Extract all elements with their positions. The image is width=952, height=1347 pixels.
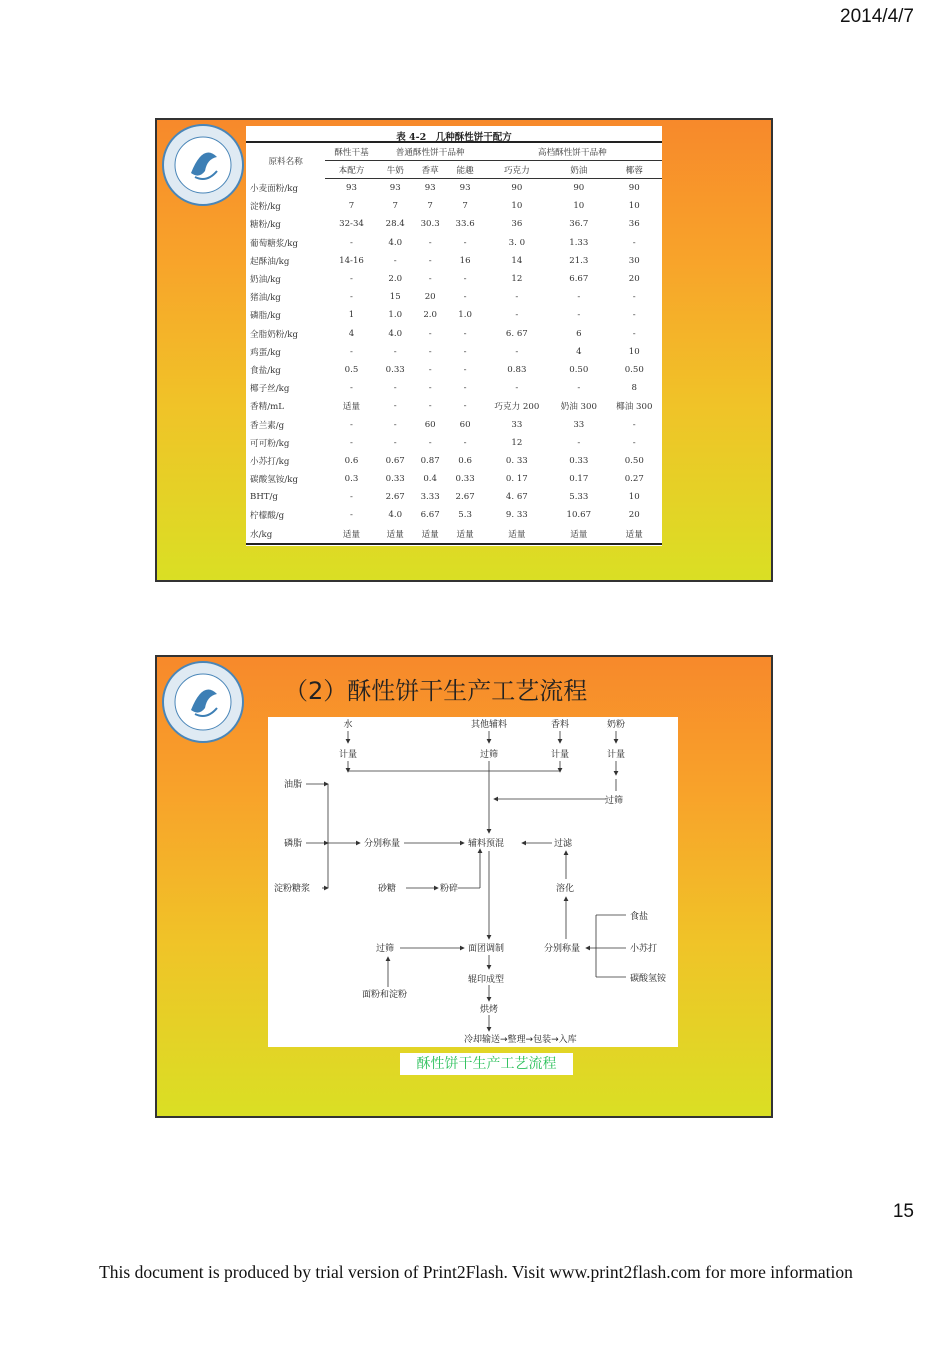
table-cell: 90 xyxy=(511,183,523,194)
row-material-name: 起酥油/kg xyxy=(250,256,290,267)
table-cell: 2.67 xyxy=(455,492,475,503)
flow-dough-mix: 面团调制 xyxy=(468,944,505,954)
table-cell: 20 xyxy=(628,510,640,521)
table-cell: - xyxy=(350,510,353,521)
row-material-name: 磷脂/kg xyxy=(250,311,281,322)
flow-weigh-separate-1: 分别称量 xyxy=(364,839,401,849)
flow-sieve-milk: 过筛 xyxy=(605,796,624,806)
table-cell: 36 xyxy=(511,219,523,230)
row-material-name: 椰子丝/kg xyxy=(250,384,290,395)
table-cell: - xyxy=(350,237,353,248)
row-material-name: 淀粉/kg xyxy=(250,202,281,213)
table-row xyxy=(246,434,662,452)
table-cell: - xyxy=(393,346,397,357)
table-cell: - xyxy=(577,383,581,394)
table-cell: 4. 67 xyxy=(505,492,528,503)
header-col-chocolate: 巧克力 xyxy=(483,161,552,179)
row-material-name: 碳酸氢铵/kg xyxy=(250,475,298,486)
table-cell: 6. 67 xyxy=(505,328,528,339)
table-cell: 0.6 xyxy=(344,455,359,466)
row-material-name: 全脂奶粉/kg xyxy=(250,329,298,340)
table-cell: 0.4 xyxy=(423,474,437,485)
flow-lecithin: 磷脂 xyxy=(284,839,303,849)
table-row xyxy=(246,252,662,270)
flow-weigh-water: 计量 xyxy=(338,750,358,760)
header-col-butter: 奶油 xyxy=(551,161,606,179)
table-cell: 5.3 xyxy=(458,510,472,521)
table-cell: - xyxy=(463,364,467,375)
table-cell: 9. 33 xyxy=(505,510,528,521)
table-cell: 0.3 xyxy=(344,474,359,485)
header-base-sub: 本配方 xyxy=(325,161,377,179)
table-cell: 30.3 xyxy=(420,219,440,230)
table-cell: 60 xyxy=(424,419,436,430)
table-cell: 93 xyxy=(389,183,401,194)
table-cell: 90 xyxy=(573,183,585,194)
table-cell: - xyxy=(463,437,467,448)
flowchart-caption: 酥性饼干生产工艺流程 xyxy=(400,1053,573,1075)
flow-starch-syrup: 淀粉糖浆 xyxy=(274,884,311,894)
table-cell: 14 xyxy=(511,255,523,266)
flow-water: 水 xyxy=(343,720,353,730)
table-cell: 0.33 xyxy=(385,364,405,375)
table-cell: - xyxy=(350,383,353,394)
flow-other-aux: 其他辅料 xyxy=(470,720,508,730)
table-cell: 21.3 xyxy=(569,255,589,266)
slide-recipe-table xyxy=(155,118,773,582)
table-cell: 10 xyxy=(511,201,523,212)
table-cell: 8 xyxy=(631,383,637,394)
table-cell: 0.83 xyxy=(507,364,527,375)
table-cell: 10 xyxy=(573,201,585,212)
table-cell: 32-34 xyxy=(339,219,364,230)
table-cell: - xyxy=(428,383,432,394)
table-row xyxy=(246,306,662,324)
table-cell: 0.33 xyxy=(385,474,405,485)
table-cell: 10 xyxy=(628,492,640,503)
table-cell: - xyxy=(350,419,353,430)
table-cell: - xyxy=(350,492,353,503)
table-cell: 5.33 xyxy=(569,492,589,503)
table-row xyxy=(246,397,662,415)
header-col-milk: 牛奶 xyxy=(378,161,413,179)
row-material-name: 柠檬酸/g xyxy=(250,511,285,522)
table-row xyxy=(246,452,662,470)
flow-flour-starch: 面粉和淀粉 xyxy=(362,990,408,1000)
row-material-name: 猪油/kg xyxy=(250,293,281,304)
table-cell: 12 xyxy=(511,437,523,448)
flow-final-chain: 冷却输送→整理→包装→入库 xyxy=(464,1035,577,1045)
table-cell: 1.33 xyxy=(569,237,589,248)
table-cell: - xyxy=(632,292,636,303)
table-cell: - xyxy=(428,255,432,266)
table-cell: 93 xyxy=(346,183,357,194)
table-cell: 93 xyxy=(424,183,436,194)
table-row xyxy=(246,415,662,433)
trial-footer-notice: This document is produced by trial version of Print2Flash. Visit www.print2flash.com for more information xyxy=(99,1262,853,1282)
table-cell: 10.67 xyxy=(566,510,592,521)
table-cell: 适量 xyxy=(342,529,361,540)
table-cell: 33 xyxy=(511,419,523,430)
table-row xyxy=(246,379,662,397)
table-cell: 7 xyxy=(392,201,398,212)
flow-sieve-aux: 过筛 xyxy=(479,750,499,760)
header-normal-group: 普通酥性饼干品种 xyxy=(378,142,483,161)
table-cell: 1.0 xyxy=(458,310,472,321)
recipe-table-body xyxy=(246,179,662,544)
table-cell: - xyxy=(428,401,432,412)
table-cell: - xyxy=(350,292,353,303)
flow-salt: 食盐 xyxy=(630,912,649,922)
table-cell: 1.0 xyxy=(388,310,403,321)
flow-weigh-milk: 计量 xyxy=(606,750,626,760)
table-cell: - xyxy=(577,310,581,321)
table-cell: 0.50 xyxy=(624,364,644,375)
table-cell: - xyxy=(515,383,519,394)
table-cell: 6.67 xyxy=(420,510,440,521)
table-cell: 0. 33 xyxy=(505,455,528,466)
table-row xyxy=(246,325,662,343)
table-row xyxy=(246,270,662,288)
table-cell: 适量 xyxy=(386,529,404,540)
table-cell: 4 xyxy=(348,328,355,339)
row-material-name: 水/kg xyxy=(250,529,273,540)
table-cell: 奶油 300 xyxy=(560,402,597,413)
table-cell: 0.27 xyxy=(624,474,644,485)
table-cell: - xyxy=(428,437,432,448)
table-cell: 4.0 xyxy=(388,328,403,339)
table-cell: - xyxy=(428,364,432,375)
table-cell: 适量 xyxy=(421,529,439,540)
table-cell: - xyxy=(577,292,581,303)
row-material-name: 葡萄糖浆/kg xyxy=(250,238,298,249)
header-col-coconut: 椰蓉 xyxy=(607,161,662,179)
table-cell: - xyxy=(350,437,353,448)
row-material-name: 糖粉/kg xyxy=(250,220,281,231)
flow-sieve-flour: 过筛 xyxy=(376,944,395,954)
table-cell: 3. 0 xyxy=(508,237,526,248)
table-cell: 0.6 xyxy=(458,455,472,466)
table-cell: - xyxy=(632,419,636,430)
table-row xyxy=(246,288,662,306)
table-row xyxy=(246,215,662,233)
page-number: 15 xyxy=(892,1201,914,1222)
recipe-table xyxy=(246,141,662,545)
table-cell: - xyxy=(515,292,519,303)
recipe-table-panel xyxy=(246,126,662,546)
row-material-name: BHT/g xyxy=(250,492,278,503)
table-cell: 0.5 xyxy=(344,364,359,375)
table-cell: 20 xyxy=(424,292,436,303)
table-cell: 0.67 xyxy=(385,455,405,466)
table-cell: 适量 xyxy=(456,529,474,540)
table-cell: 16 xyxy=(459,255,471,266)
table-cell: 93 xyxy=(459,183,471,194)
table-cell: - xyxy=(463,401,467,412)
university-logo-icon xyxy=(161,660,245,744)
flowchart-diagram xyxy=(268,717,678,1047)
table-cell: 4.0 xyxy=(388,510,403,521)
table-cell: 36.7 xyxy=(569,219,589,230)
table-cell: - xyxy=(428,346,432,357)
table-cell: - xyxy=(463,292,467,303)
flow-ammonium: 碳酸氢铵 xyxy=(630,974,667,984)
table-cell: 0.17 xyxy=(569,474,589,485)
row-material-name: 鸡蛋/kg xyxy=(250,347,281,358)
table-cell: 2.0 xyxy=(423,310,437,321)
table-cell: 60 xyxy=(459,419,471,430)
row-material-name: 奶油/kg xyxy=(250,275,281,286)
table-row xyxy=(246,343,662,361)
table-cell: - xyxy=(350,346,353,357)
flow-dissolve: 溶化 xyxy=(556,884,575,894)
table-cell: - xyxy=(632,328,636,339)
flow-sugar: 砂糖 xyxy=(378,884,397,894)
flow-baking: 烘烤 xyxy=(479,1005,499,1015)
table-cell: 12 xyxy=(511,274,523,285)
table-cell: 椰油 300 xyxy=(616,402,653,413)
flow-baking-soda: 小苏打 xyxy=(630,944,658,954)
header-base-group: 酥性干基 xyxy=(325,142,377,161)
flow-flavor: 香料 xyxy=(550,720,570,730)
flow-milk-powder: 奶粉 xyxy=(606,720,626,730)
flow-weigh-separate-2: 分别称量 xyxy=(544,944,581,954)
table-cell: - xyxy=(428,328,432,339)
table-row xyxy=(246,361,662,379)
table-cell: - xyxy=(463,383,467,394)
table-cell: 适量 xyxy=(625,529,643,540)
row-material-name: 食盐/kg xyxy=(250,365,281,376)
table-cell: - xyxy=(428,274,432,285)
table-cell: 20 xyxy=(628,274,640,285)
table-cell: 巧克力 200 xyxy=(494,402,540,413)
header-col-vanilla: 香草 xyxy=(413,161,448,179)
table-cell: - xyxy=(463,328,467,339)
table-cell: - xyxy=(393,419,397,430)
table-cell: - xyxy=(632,437,636,448)
table-row xyxy=(246,470,662,488)
table-row xyxy=(246,488,662,506)
row-material-name: 香精/mL xyxy=(250,402,284,413)
table-cell: 10 xyxy=(628,201,640,212)
table-row xyxy=(246,197,662,215)
table-cell: - xyxy=(393,401,397,412)
flow-oil: 油脂 xyxy=(284,780,303,790)
table-cell: 2.0 xyxy=(388,274,403,285)
table-row xyxy=(246,525,662,544)
table-cell: 1 xyxy=(348,310,355,321)
table-cell: 0.33 xyxy=(569,455,589,466)
row-material-name: 香兰素/g xyxy=(250,420,285,431)
table-cell: 适量 xyxy=(342,402,361,413)
table-cell: - xyxy=(393,383,397,394)
flow-premix: 辅料预混 xyxy=(468,839,505,849)
table-cell: - xyxy=(632,237,636,248)
table-cell: 适量 xyxy=(570,529,588,540)
table-row xyxy=(246,506,662,524)
header-date: 2014/4/7 xyxy=(840,6,914,27)
flow-weigh-flavor: 计量 xyxy=(550,750,570,760)
table-cell: - xyxy=(515,310,519,321)
flow-rolling-forming: 辊印成型 xyxy=(468,975,505,985)
table-cell: 4.0 xyxy=(388,237,403,248)
flow-crush: 粉碎 xyxy=(440,884,459,894)
row-material-name: 小苏打/kg xyxy=(250,456,290,467)
table-cell: 90 xyxy=(628,183,640,194)
table-cell: - xyxy=(393,437,397,448)
table-cell: 7 xyxy=(427,201,433,212)
table-cell: - xyxy=(632,310,636,321)
header-col-nengqu: 能趣 xyxy=(448,161,483,179)
header-material-name: 原料名称 xyxy=(268,156,303,167)
table-cell: - xyxy=(463,274,467,285)
table-row xyxy=(246,234,662,252)
table-cell: 0.33 xyxy=(455,474,475,485)
table-cell: 4 xyxy=(576,346,582,357)
table-cell: 0. 17 xyxy=(505,474,528,485)
table-cell: 33 xyxy=(573,419,585,430)
row-material-name: 可可粉/kg xyxy=(250,438,290,449)
table-row xyxy=(246,179,662,198)
table-cell: 6 xyxy=(576,328,582,339)
table-cell: - xyxy=(350,274,353,285)
table-cell: 33.6 xyxy=(455,219,475,230)
table-cell: 2.67 xyxy=(385,492,405,503)
table-cell: 14-16 xyxy=(339,255,364,266)
table-title: 表 4-2 几种酥性饼干配方 xyxy=(396,132,512,143)
slide-title: （2）酥性饼干生产工艺流程 xyxy=(284,677,588,705)
flowchart-panel xyxy=(268,717,678,1047)
table-cell: - xyxy=(463,237,467,248)
header-premium-group: 高档酥性饼干品种 xyxy=(483,142,662,161)
table-cell: 3.33 xyxy=(420,492,440,503)
table-cell: 10 xyxy=(628,346,640,357)
table-cell: 28.4 xyxy=(385,219,405,230)
table-cell: 36 xyxy=(628,219,640,230)
table-cell: - xyxy=(393,255,397,266)
table-cell: - xyxy=(577,437,581,448)
table-cell: 7 xyxy=(348,201,355,212)
table-cell: - xyxy=(428,237,432,248)
table-cell: 0.50 xyxy=(569,364,589,375)
row-material-name: 小麦面粉/kg xyxy=(250,183,298,194)
table-cell: - xyxy=(515,346,519,357)
university-logo-icon xyxy=(161,123,245,207)
table-cell: 15 xyxy=(389,292,401,303)
slide-process-flow xyxy=(155,655,773,1118)
table-cell: 0.87 xyxy=(420,455,440,466)
table-cell: 0.50 xyxy=(624,455,644,466)
table-cell: 适量 xyxy=(508,529,526,540)
table-cell: 30 xyxy=(628,255,640,266)
flow-filter: 过滤 xyxy=(554,839,573,849)
table-cell: 6.67 xyxy=(569,274,589,285)
table-cell: 7 xyxy=(462,201,468,212)
table-cell: - xyxy=(463,346,467,357)
